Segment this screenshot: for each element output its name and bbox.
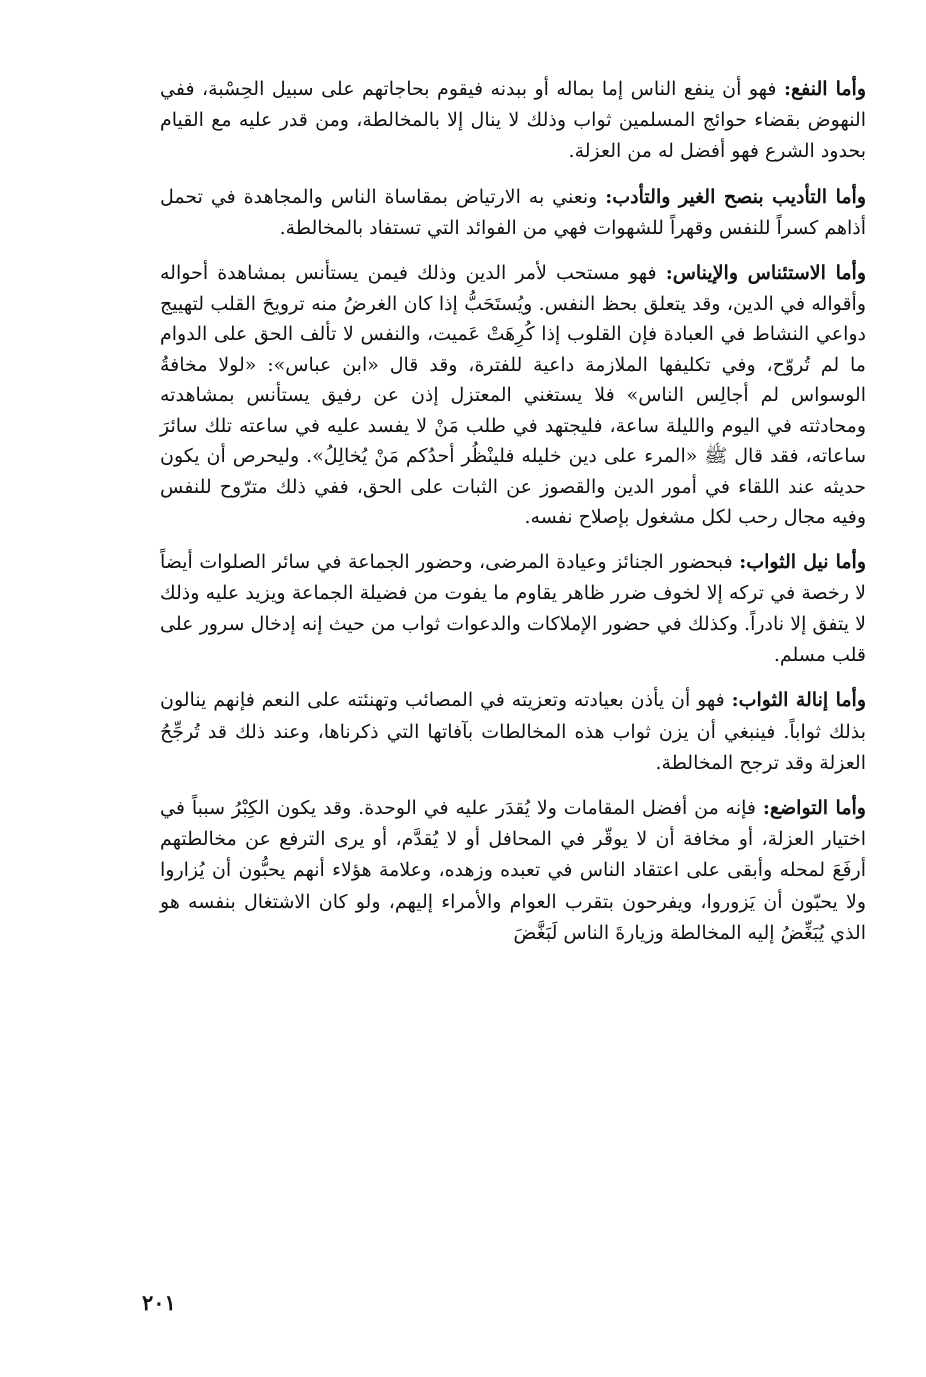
paragraph-text: فهو أن ينفع الناس إما بماله أو ببدنه فيقوم بحاجاتهم على سبيل الحِسْبة، ففي النهوض بقضاء حوائج المسلمين ثواب وذلك لا ينال إلا بالمخالطة، ومن قدر عليه مع القيام بحدود الشرع فهو أفضل له من العزلة. [160,78,866,163]
paragraph-heading: وأما الاستئناس والإيناس: [665,262,866,285]
paragraph-heading: وأما التواضع: [762,796,866,819]
paragraph-humility [160,793,866,949]
paragraph-text: فهو أن يأذن بعيادته وتعزيته في المصائب وتهنئته على النعم فإنهم ينالون بذلك ثواباً. فينبغي أن يزن ثواب هذه المخالطات بآفاتها التي ذكرناها، وعند ذلك قد تُرجِّحُ العزلة وقد ترجح المخالطة. [160,689,866,774]
paragraph-text: فبحضور الجنائز وعيادة المرضى، وحضور الجماعة في سائر الصلوات أيضاً لا رخصة في تركه إلا لخوف ضرر ظاهر يقاوم ما يفوت من فضيلة الجماعة ويزيد عليه وذلك لا يتفق إلا نادراً. وكذلك في حضور الإملاكات والدعوات ثواب من حيث إنه إدخال سرور على قلب مسلم. [160,550,866,667]
page-body [160,74,866,963]
paragraph-heading: وأما نيل الثواب: [739,550,866,573]
paragraph-text: فهو مستحب لأمر الدين وذلك فيمن يستأنس بمشاهدة أحواله وأقواله في الدين، وقد يتعلق بحظ النفس. ويُستَحَبُّ إذا كان الغرضُ منه ترويحَ القلب لتهييج دواعي النشاط في العبادة فإن القلوب إذا كُرِهَتْ عَميت، والنفس لا تألف الحق على الدوام ما لم تُروّح، وفي تكليفها الملازمة داعية للفترة، وقد قال «ابن عباس»: «لولا مخافةُ الوسواس لم أجالِس الناس» فلا يستغني المعتزل إذن عن رفيق يستأنس بمشاهدته ومحادثته في اليوم والليلة ساعة، فليجتهد في طلب مَنْ لا يفسد عليه في ساعته تلك سائرَ ساعاته، فقد قال ﷺ «المرء على دين خليله فلينْظُر أحدُكم مَنْ يُخالِلُ». وليحرص أن يكون حديثه عند اللقاء في أمور الدين والقصوز عن الثبات على الحق، ففي ذلك مترّوح للنفس وفيه مجال رحب لكل مشغول بإصلاح نفسه. [160,262,866,529]
paragraph-text: ونعني به الارتياض بمقاساة الناس والمجاهدة في تحمل أذاهم كسراً للنفس وقهراً للشهوات فهي من الفوائد التي تستفاد بالمخالطة. [160,185,866,239]
paragraph-companionship [160,258,866,533]
page-number: ٢٠١ [142,1290,176,1315]
paragraph-granting-reward [160,685,866,779]
paragraph-text: فإنه من أفضل المقامات ولا يُقدَر عليه في الوحدة. وقد يكون الكِبْرُ سبباً في اختيار العزلة، أو مخافة أن لا يوقّر في المحافل أو لا يُقدَّم، أو يرى الترفع عن مخالطتهم أرفَعَ لمحله وأبقى على اعتقاد الناس في تعبده وزهده، وعلامة هؤلاء أنهم يحبُّون أن يُزاروا ولا يحبّون أن يَزوروا، ويفرحون بتقرب العوام والأمراء إليهم، ولو كان الاشتغال بنفسه هو الذي يُبَغِّضُ إليه المخالطة وزيارةَ الناس لَبَغَّضَ [160,796,866,944]
paragraph-heading: وأما إنالة الثواب: [731,689,866,712]
paragraph-benefit [160,74,866,168]
paragraph-heading: وأما التأديب بنصح الغير والتأدب: [605,185,867,208]
paragraph-discipline [160,182,866,244]
paragraph-reward [160,547,866,672]
paragraph-heading: وأما النفع: [783,78,866,100]
